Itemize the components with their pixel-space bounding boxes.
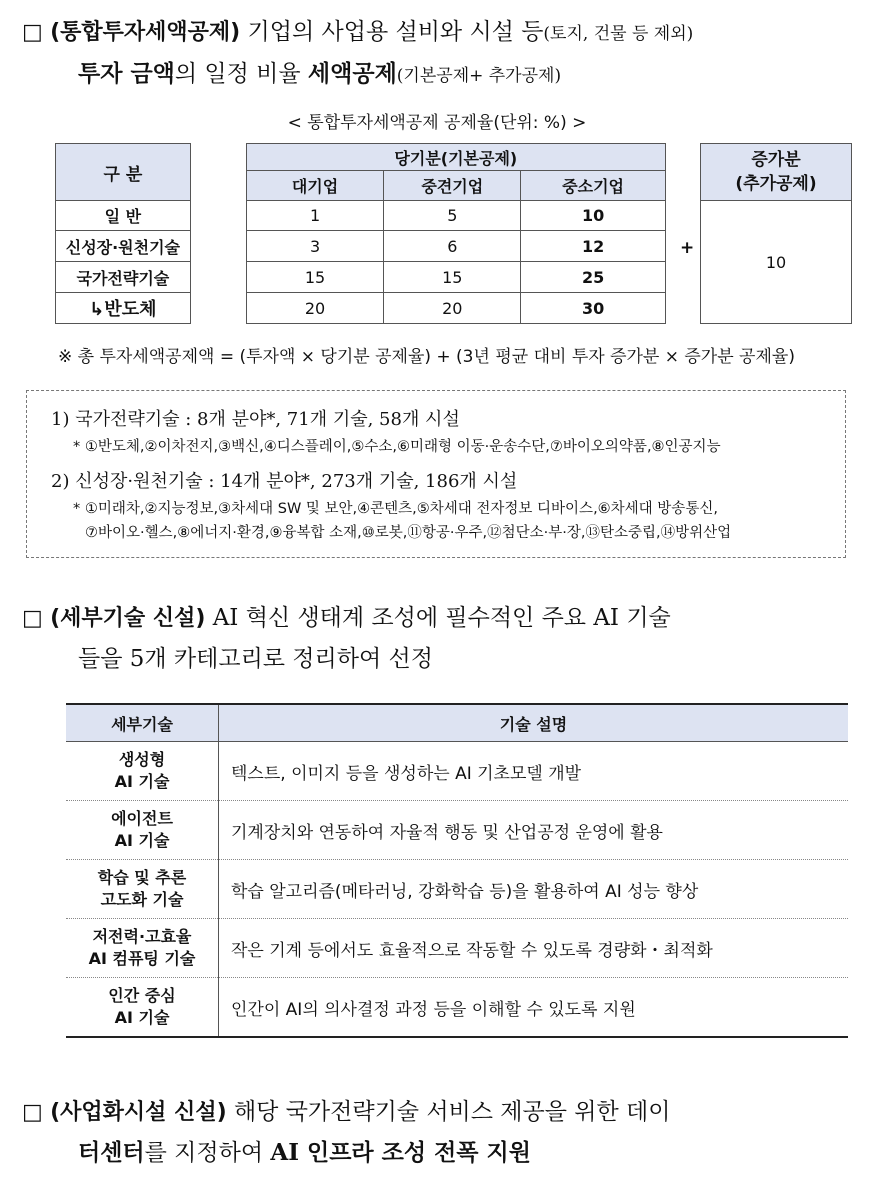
tech-name-line-1: 학습 및 추론: [97, 868, 187, 887]
tech-description: 기계장치와 연동하여 자율적 행동 및 산업공정 운영에 활용: [219, 801, 849, 860]
tech-name-line-2: AI 기술: [114, 1008, 170, 1027]
row-label: ↳반도체: [56, 293, 191, 324]
ai-infra-support: AI 인프라 조성 전폭 지원: [270, 1139, 531, 1166]
header-small: 중소기업: [521, 171, 666, 201]
cell-large: 1: [246, 201, 384, 231]
tech-description: 학습 알고리즘(메타러닝, 강화학습 등)을 활용하여 AI 성능 향상: [219, 860, 849, 919]
tech-name: [66, 978, 219, 1038]
header-increase: [701, 144, 852, 201]
tax-credit: 세액공제: [307, 60, 397, 87]
investment-amount: 투자 금액: [78, 60, 175, 87]
tech-name-line-2: AI 기술: [114, 831, 170, 850]
table-row: [56, 293, 666, 324]
row-label: 국가전략기술: [56, 262, 191, 293]
header-tech: 세부기술: [66, 704, 219, 742]
tech-name: [66, 860, 219, 919]
header-increase-line-2: (추가공제): [735, 174, 817, 194]
cell-large: 15: [246, 262, 384, 293]
tech-description: 인간이 AI의 의사결정 과정 등을 이해할 수 있도록 지원: [219, 978, 849, 1038]
section-3-text: 해당 국가전략기술 서비스 제공을 위한 데이: [226, 1099, 671, 1125]
increase-table: [700, 143, 852, 324]
cell-small: 25: [521, 262, 666, 293]
table-gap: [190, 144, 246, 324]
section-2-line-1: [22, 598, 862, 639]
section-2-text: AI 혁신 생태계 조성에 필수적인 주요 AI 기술: [205, 605, 671, 631]
plus-sign: +: [680, 238, 695, 258]
header-large: 대기업: [246, 171, 384, 201]
checkbox-square-icon: □: [22, 1100, 43, 1125]
header-mid: 중견기업: [384, 171, 521, 201]
section-3-line-2: [22, 1133, 862, 1173]
cell-small: 10: [521, 201, 666, 231]
row-label: 일 반: [56, 201, 191, 231]
section-2: [22, 598, 862, 679]
tech-name: [66, 801, 219, 860]
checkbox-square-icon: □: [22, 606, 43, 631]
cell-small: 30: [521, 293, 666, 324]
cell-small: 12: [521, 231, 666, 262]
tech-name-line-1: 인간 중심: [108, 986, 176, 1005]
tech-name-line-2: AI 컴퓨팅 기술: [88, 949, 196, 968]
section-3-line-2-mid: 를 지정하여: [144, 1140, 271, 1166]
tech-name-line-1: 저전력·고효율: [92, 927, 192, 946]
cell-mid: 5: [384, 201, 521, 231]
table-1-note: ※ 총 투자세액공제액 = (투자액 × 당기분 공제율) + (3년 평균 대비 투자 증가분 × 증가분 공제율): [58, 347, 795, 367]
info-item-1-title: 1) 국가전략기술 : 8개 분야*, 71개 기술, 58개 시설: [51, 409, 460, 430]
info-item-2-note-2: ⑦바이오·헬스,⑧에너지·환경,⑨융복합 소재,⑩로봇,⑪항공·우주,⑫첨단소·부·장,⑬탄소중립,⑭방위산업: [85, 525, 732, 541]
header-description: 기술 설명: [219, 704, 849, 742]
tech-name: [66, 742, 219, 801]
table-row: [66, 742, 848, 801]
table-row: [56, 201, 666, 231]
table-1-caption: < 통합투자세액공제 공제율(단위: %) >: [287, 113, 587, 133]
section-3: [22, 1092, 862, 1173]
ai-technology-table: [66, 703, 848, 1038]
tech-name-line-2: AI 기술: [114, 772, 170, 791]
section-2-tag: (세부기술 신설): [50, 606, 206, 631]
tech-name-line-1: 생성형: [118, 750, 166, 769]
section-1-note: (토지, 건물 등 제외): [543, 24, 694, 44]
info-box: [26, 390, 846, 558]
info-item-2-title: 2) 신성장·원천기술 : 14개 분야*, 273개 기술, 186개 시설: [51, 471, 518, 492]
section-1-line-2: [22, 54, 862, 96]
section-3-tag: (사업화시설 신설): [50, 1100, 227, 1125]
cell-mid: 15: [384, 262, 521, 293]
header-current: 당기분(기본공제): [246, 144, 665, 171]
table-row: [66, 978, 848, 1038]
table-row: [56, 262, 666, 293]
tech-description: 작은 기계 등에서도 효율적으로 작동할 수 있도록 경량화・최적화: [219, 919, 849, 978]
section-1: [22, 12, 862, 96]
tax-credit-rate-table: [55, 143, 666, 324]
section-1-line-2-mid: 의 일정 비율: [174, 61, 308, 87]
header-increase-line-1: 증가분: [751, 150, 801, 170]
data-center: 터센터: [78, 1139, 145, 1166]
tech-description: 텍스트, 이미지 등을 생성하는 AI 기초모델 개발: [219, 742, 849, 801]
cell-mid: 20: [384, 293, 521, 324]
section-1-line-1: [22, 12, 862, 54]
info-item-1-note: * ①반도체,②이차전지,③백신,④디스플레이,⑤수소,⑥미래형 이동·운송수단,⑦바이오의약품,⑧인공지능: [73, 439, 721, 455]
tech-name-line-1: 에이전트: [111, 809, 173, 828]
info-item-2-note-1: * ①미래차,②지능정보,③차세대 SW 및 보안,④콘텐츠,⑤차세대 전자정보 디바이스,⑥차세대 방송통신,: [73, 501, 718, 517]
cell-mid: 6: [384, 231, 521, 262]
table-row: [66, 860, 848, 919]
table-row: [56, 231, 666, 262]
cell-large: 3: [246, 231, 384, 262]
section-2-line-2: 들을 5개 카테고리로 정리하여 선정: [78, 646, 433, 672]
section-3-line-1: [22, 1092, 862, 1133]
header-category: 구 분: [56, 144, 191, 201]
table-row: [66, 801, 848, 860]
table-row: [66, 919, 848, 978]
increase-value: 10: [701, 201, 852, 324]
row-label: 신성장·원천기술: [56, 231, 191, 262]
section-1-line-2-note: (기본공제+ 추가공제): [396, 66, 562, 86]
cell-large: 20: [246, 293, 384, 324]
section-1-tag: (통합투자세액공제): [50, 20, 241, 45]
tech-name-line-2: 고도화 기술: [100, 890, 184, 909]
tech-name: [66, 919, 219, 978]
section-1-text: 기업의 사업용 설비와 시설 등: [240, 19, 544, 45]
checkbox-square-icon: □: [22, 20, 43, 45]
